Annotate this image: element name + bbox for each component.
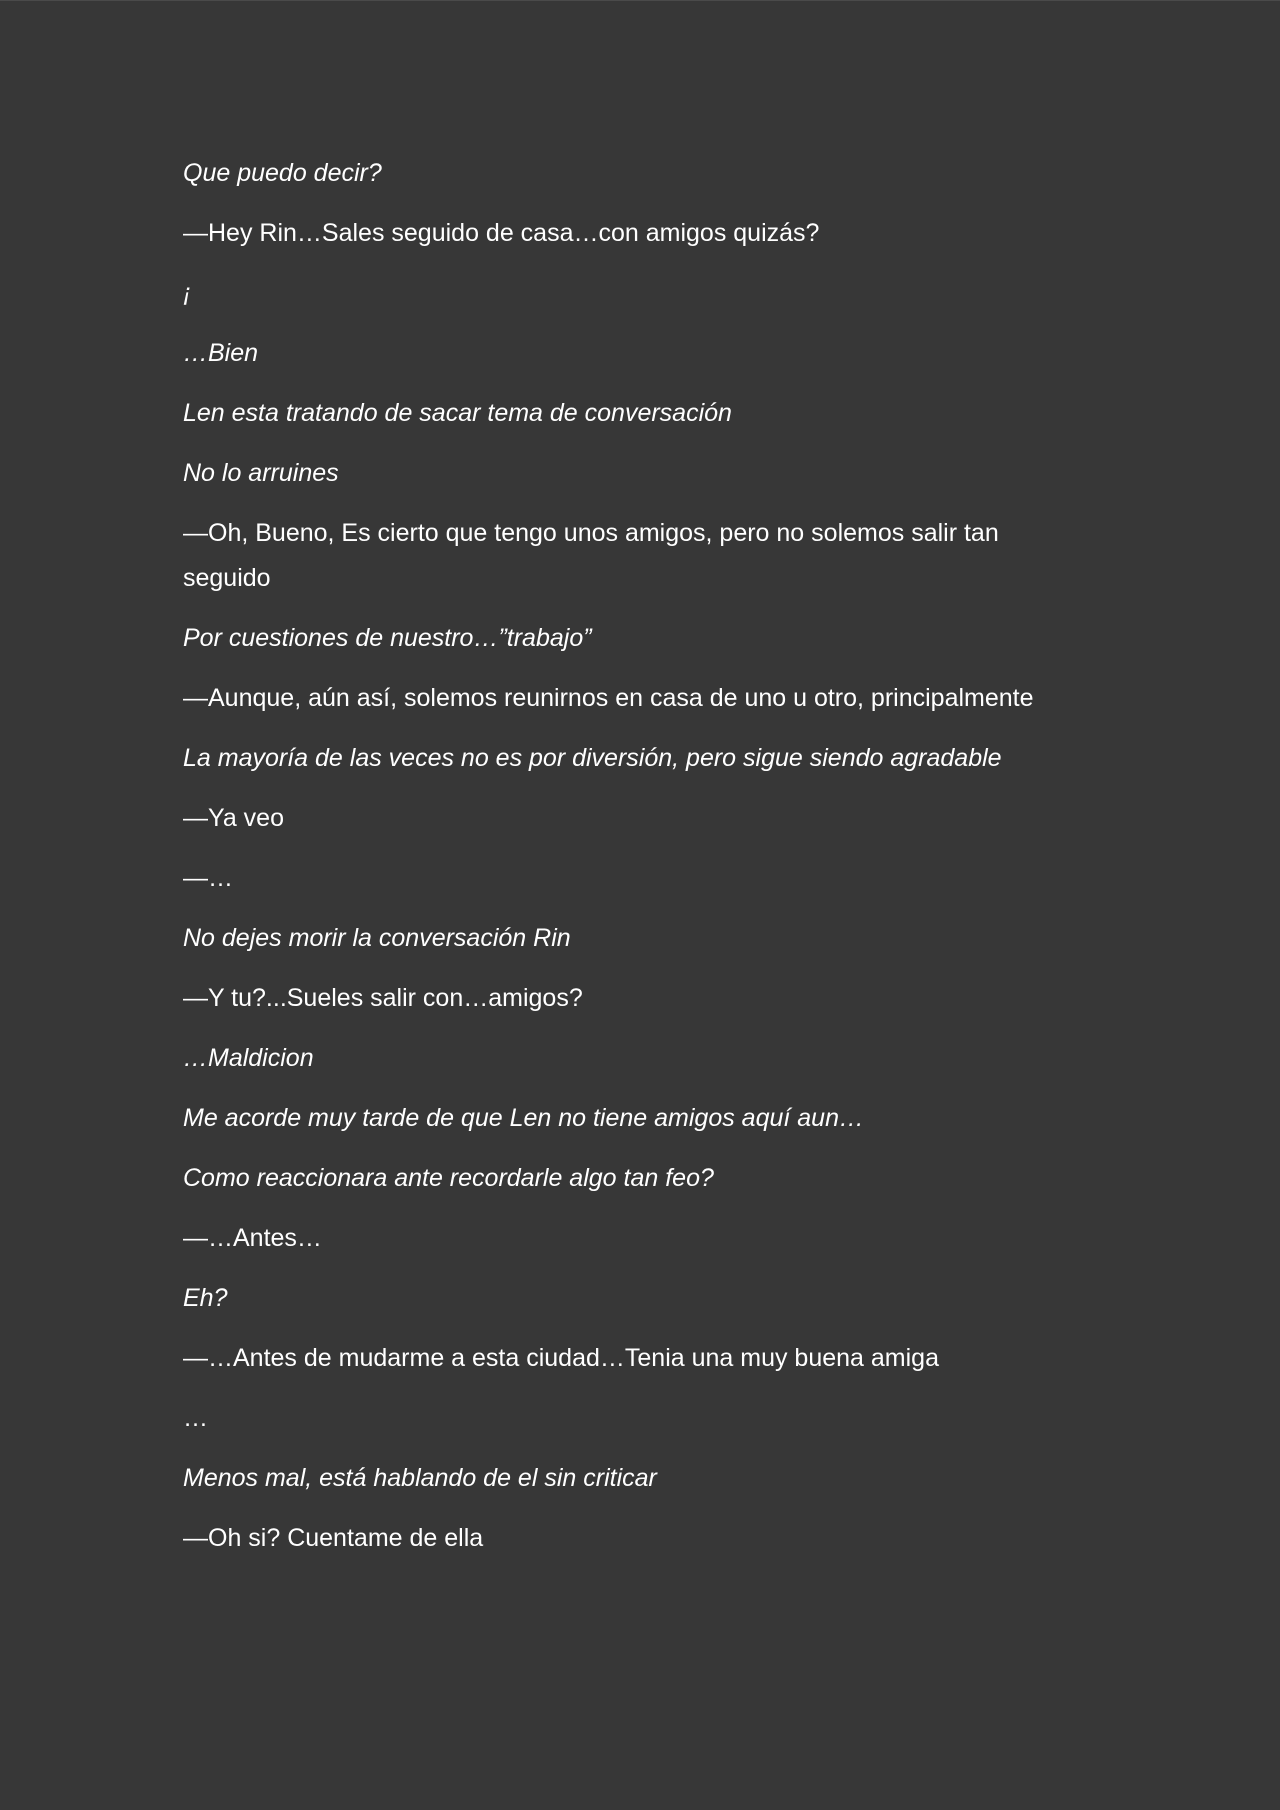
narration-paragraph: No lo arruines bbox=[183, 459, 339, 487]
dialogue-paragraph: … bbox=[183, 1404, 208, 1432]
document-body bbox=[183, 151, 1083, 1576]
dialogue-paragraph: —Oh, Bueno, Es cierto que tengo unos amigos, pero no solemos salir tan seguido bbox=[183, 519, 999, 592]
narration-paragraph: Por cuestiones de nuestro…”trabajo” bbox=[183, 624, 592, 652]
dialogue-paragraph: —Aunque, aún así, solemos reunirnos en casa de uno u otro, principalmente bbox=[183, 684, 1034, 712]
narration-paragraph: Len esta tratando de sacar tema de conversación bbox=[183, 399, 732, 427]
narration-paragraph: Como reaccionara ante recordarle algo tan feo? bbox=[183, 1164, 714, 1192]
narration-paragraph: Me acorde muy tarde de que Len no tiene amigos aquí aun… bbox=[183, 1104, 864, 1132]
narration-paragraph: Que puedo decir? bbox=[183, 159, 382, 187]
dialogue-paragraph: —…Antes de mudarme a esta ciudad…Tenia una muy buena amiga bbox=[183, 1344, 939, 1372]
narration-paragraph: …Bien bbox=[183, 339, 259, 367]
dialogue-paragraph: —…Antes… bbox=[183, 1224, 322, 1252]
dialogue-paragraph: —Ya veo bbox=[183, 804, 284, 832]
narration-paragraph: …Maldicion bbox=[183, 1044, 314, 1072]
narration-paragraph: Eh? bbox=[183, 1284, 228, 1312]
dialogue-paragraph: —… bbox=[183, 864, 233, 892]
narration-paragraph: La mayoría de las veces no es por diversión, pero sigue siendo agradable bbox=[183, 744, 1002, 772]
narration-paragraph: ¡ bbox=[183, 279, 192, 307]
dialogue-paragraph: —Y tu?...Sueles salir con…amigos? bbox=[183, 984, 583, 1012]
narration-paragraph: Menos mal, está hablando de el sin criticar bbox=[183, 1464, 657, 1492]
narration-paragraph: No dejes morir la conversación Rin bbox=[183, 924, 571, 952]
dialogue-paragraph: —Oh si? Cuentame de ella bbox=[183, 1524, 484, 1552]
dialogue-paragraph: —Hey Rin…Sales seguido de casa…con amigos quizás? bbox=[183, 219, 820, 247]
